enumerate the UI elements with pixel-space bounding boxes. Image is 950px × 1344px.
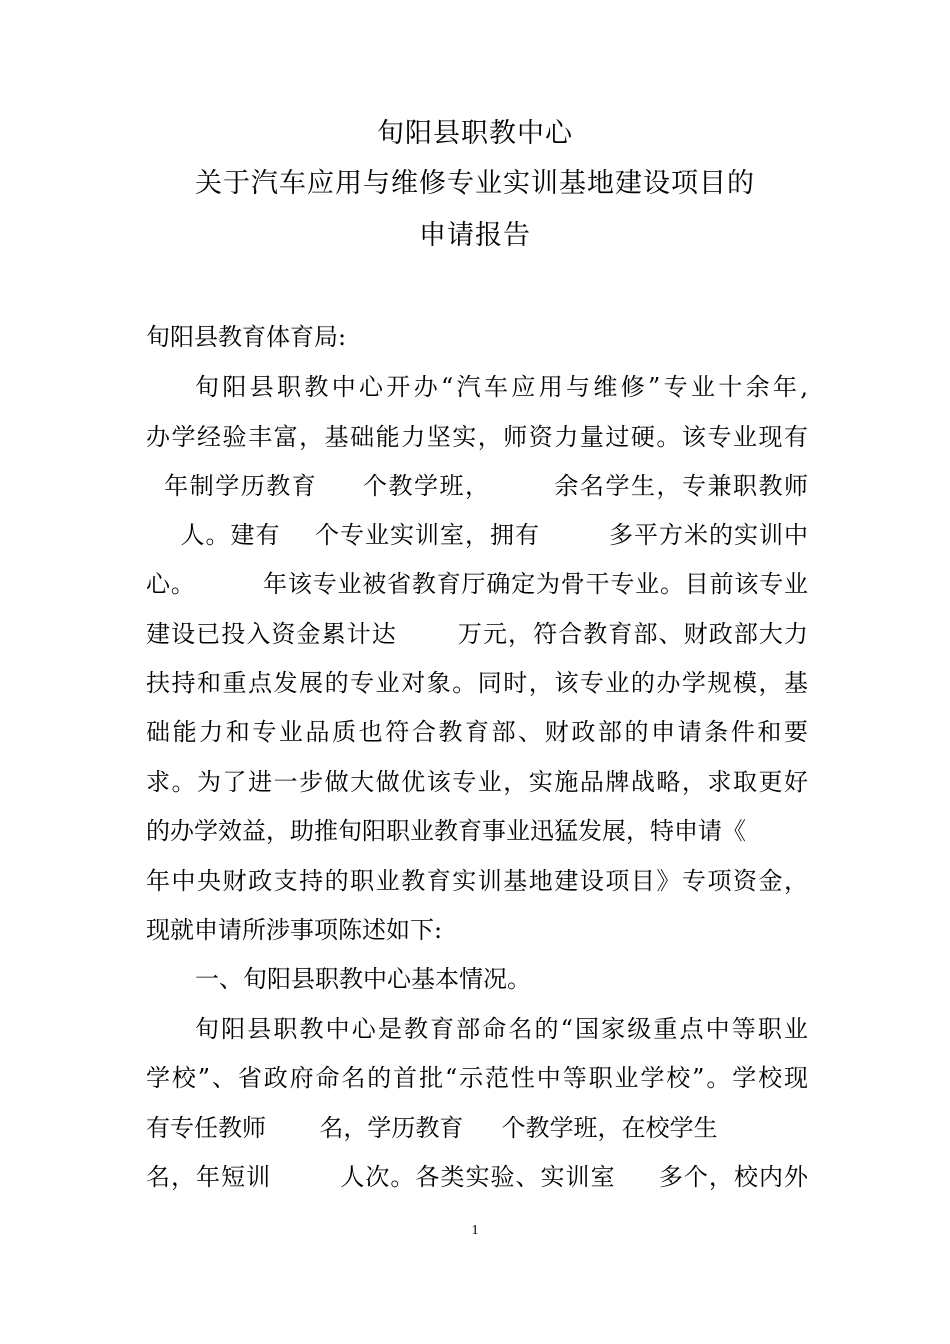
paragraph-line: 础能力和专业品质也符合教育部、财政部的申请条件和要 [146, 718, 808, 746]
paragraph-line: 心。 年该专业被省教育厅确定为骨干专业。目前该专业 [146, 570, 808, 598]
document-title-line-1: 旬阳县职教中心 [377, 118, 573, 149]
page-number: 1 [471, 1223, 479, 1238]
document-title-line-3: 申请报告 [419, 220, 531, 251]
paragraph-line: 求。为了进一步做大做优该专业，实施品牌战略，求取更好 [146, 768, 808, 796]
paragraph-line: 建设已投入资金累计达 万元，符合教育部、财政部大力 [146, 620, 808, 648]
paragraph-line: 学校”、省政府命名的首批“示范性中等职业学校”。学校现 [146, 1064, 808, 1092]
paragraph-line: 扶持和重点发展的专业对象。同时，该专业的办学规模，基 [146, 669, 808, 697]
section-heading: 一、旬阳县职教中心基本情况。 [195, 965, 531, 993]
paragraph-line: 名，年短训 人次。各类实验、实训室 多个，校内外 [146, 1163, 808, 1191]
paragraph-line: 旬阳县职教中心是教育部命名的“国家级重点中等职业 [195, 1015, 808, 1043]
paragraph-line: 现就申请所涉事项陈述如下: [146, 916, 443, 944]
paragraph-line: 办学经验丰富，基础能力坚实，师资力量过硬。该专业现有 [146, 423, 808, 451]
paragraph-line: 有专任教师 名，学历教育 个教学班，在校学生 [146, 1114, 718, 1142]
document-title-line-2: 关于汽车应用与维修专业实训基地建设项目的 [195, 168, 755, 199]
salutation: 旬阳县教育体育局: [146, 323, 347, 351]
paragraph-line: 年制学历教育 个教学班， 余名学生，专兼职教师 [146, 472, 808, 500]
paragraph-line: 的办学效益，助推旬阳职业教育事业迅猛发展，特申请《 [146, 817, 746, 845]
paragraph-line: 旬阳县职教中心开办“汽车应用与维修”专业十余年, [195, 373, 808, 401]
paragraph-line: 年中央财政支持的职业教育实训基地建设项目》专项资金， [146, 867, 808, 895]
paragraph-line: 人。建有 个专业实训室，拥有 多平方米的实训中 [146, 521, 808, 549]
